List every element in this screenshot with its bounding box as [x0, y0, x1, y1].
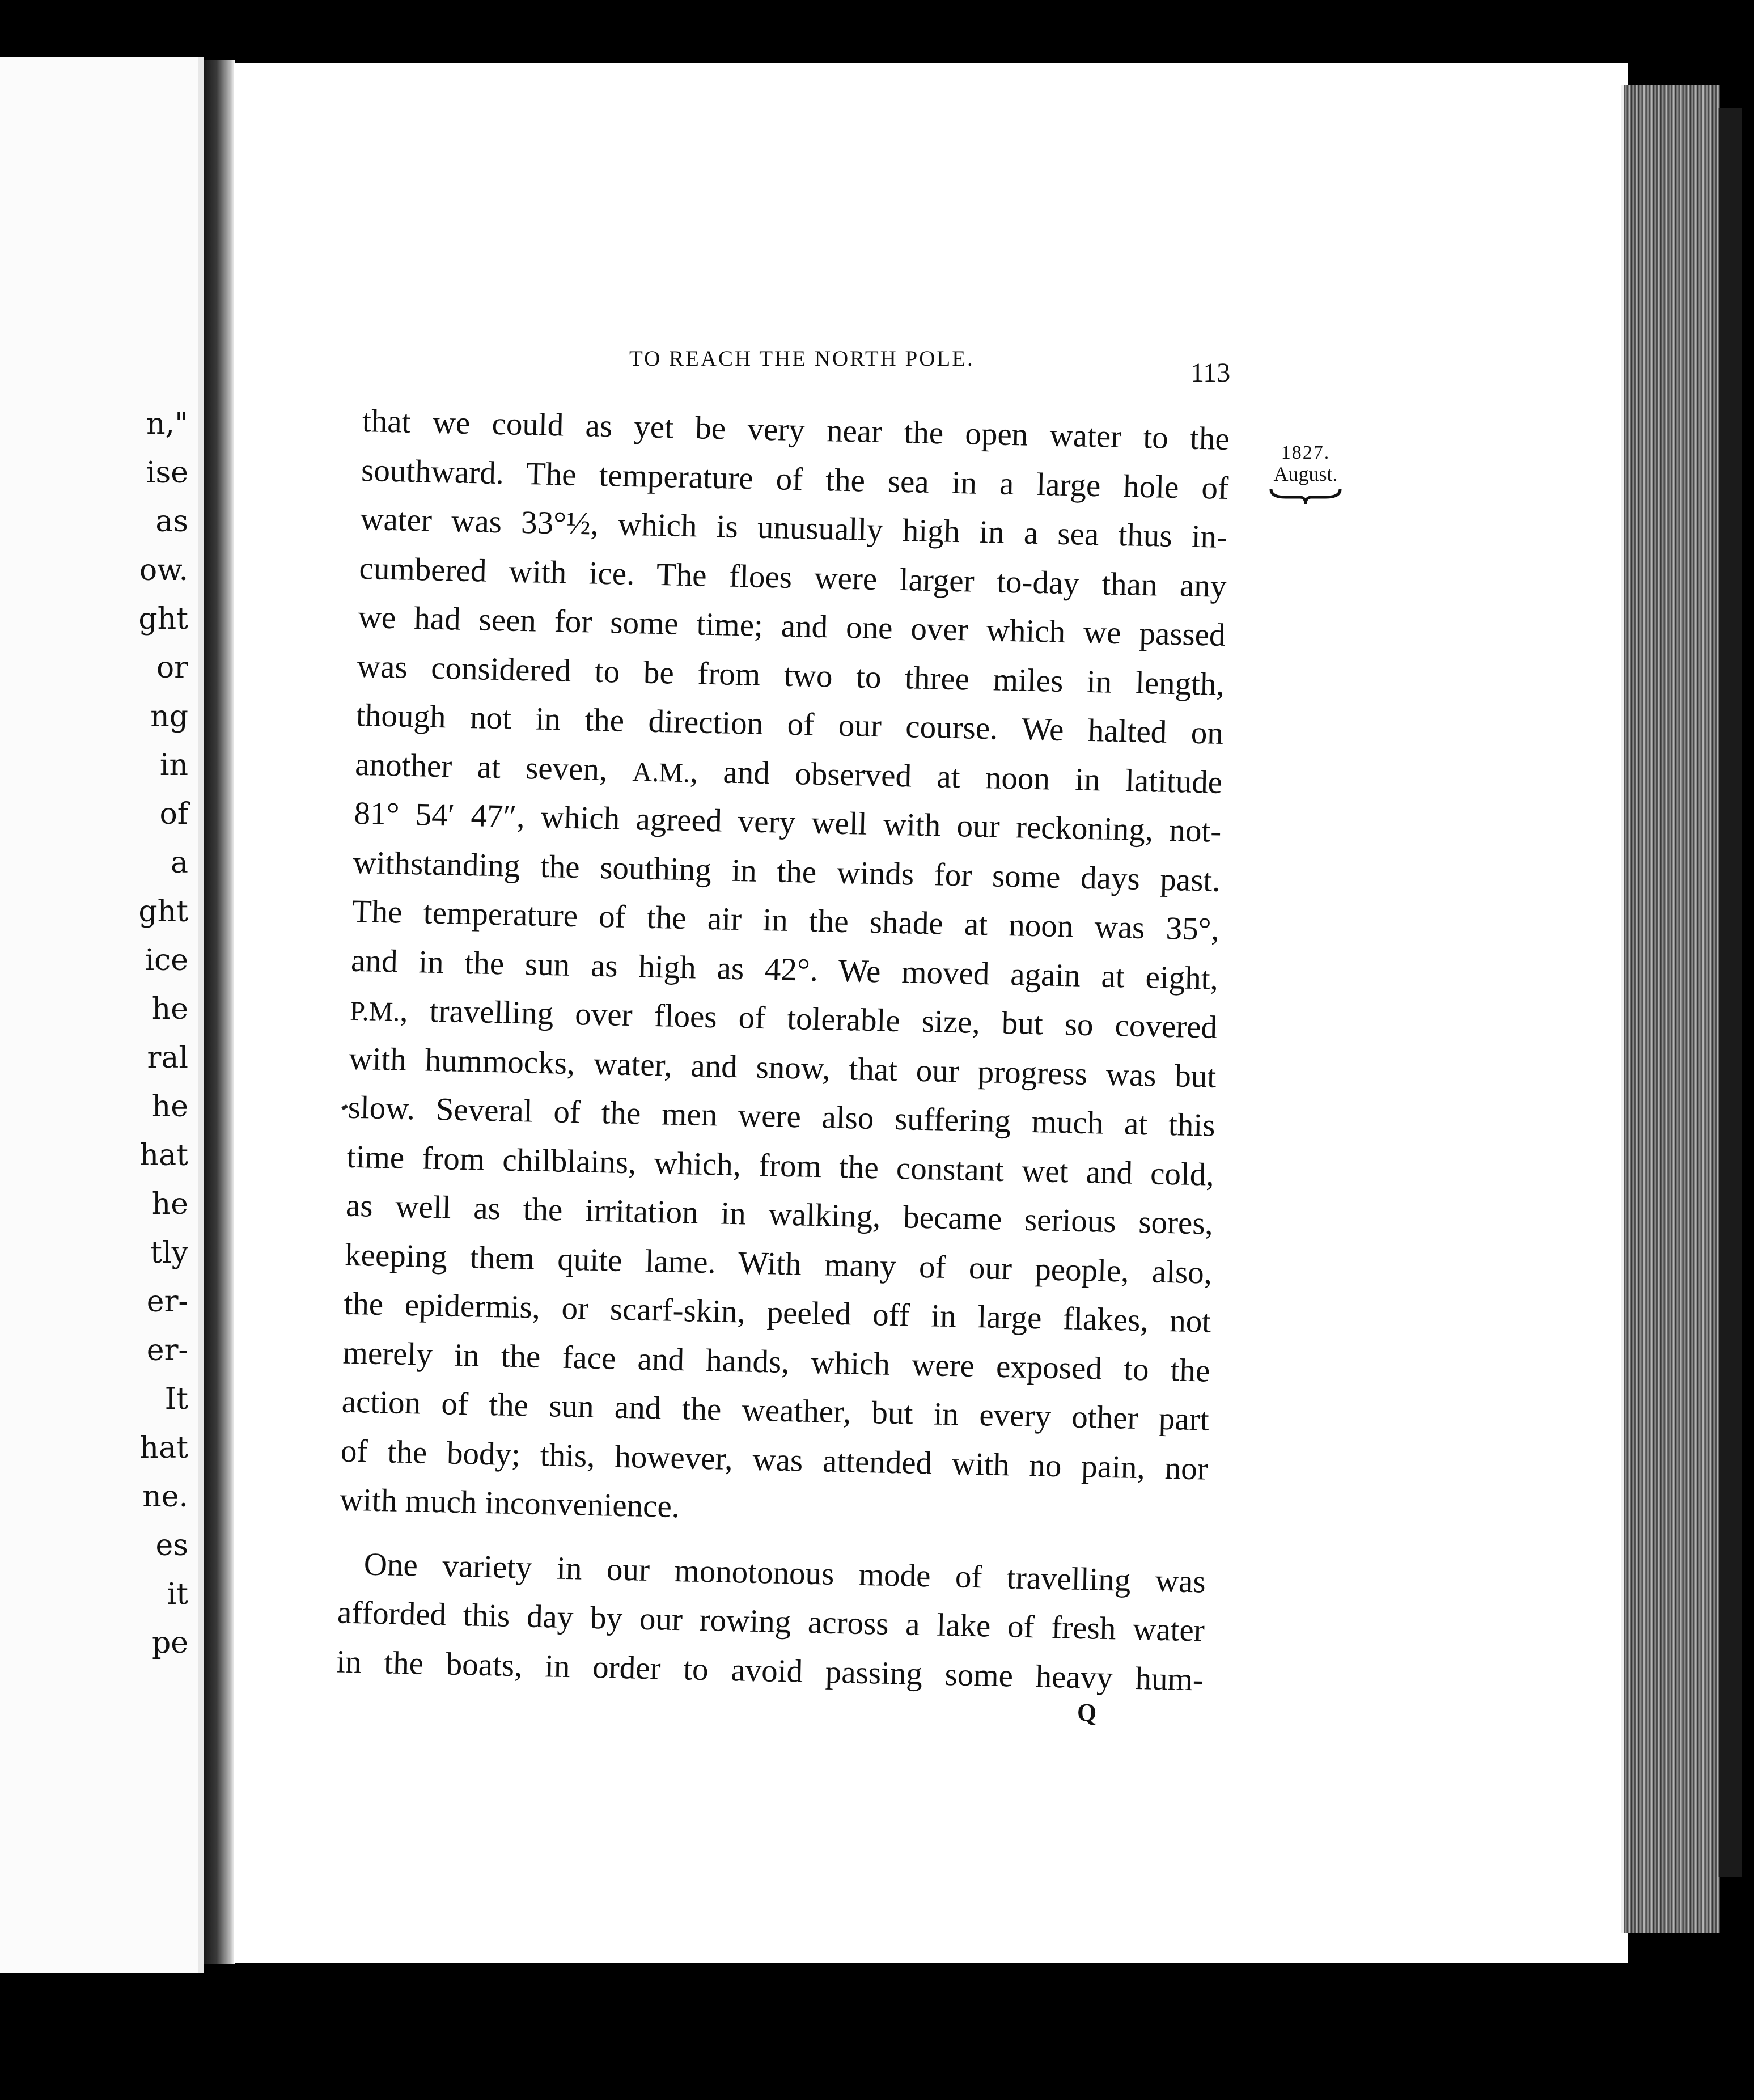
left-fragment: ice	[145, 943, 188, 977]
time-abbreviation: A.M.	[632, 756, 690, 788]
book-gutter	[204, 60, 235, 1964]
curly-brace-icon	[1269, 487, 1342, 506]
book-cover-edge	[1718, 108, 1742, 1877]
text-line: The temperature of the air in the shade at noon was 35°,	[351, 893, 1220, 947]
text-segment: another at seven,	[354, 746, 633, 788]
left-fragment: n,"	[146, 407, 188, 441]
left-fragment: ow.	[139, 553, 188, 587]
text-line: time from chilblains, which, from the constant wet and cold,	[346, 1138, 1215, 1193]
left-fragment: ise	[146, 456, 188, 490]
text-line: in the boats, in order to avoid passing some heavy hum-	[336, 1644, 1204, 1698]
text-line: that we could as yet be very near the open water to the	[362, 403, 1230, 458]
left-fragment: or	[156, 651, 188, 685]
text-line: action of the sun and the weather, but in every other part	[341, 1383, 1210, 1438]
text-line: slow. Several of the men were also suffering much at this	[348, 1089, 1216, 1144]
text-segment: , and observed at noon in latitude	[689, 753, 1223, 801]
text-line: One variety in our monotonous mode of travelling was	[363, 1546, 1206, 1600]
margin-note-month: August.	[1273, 463, 1338, 486]
margin-note	[1263, 442, 1348, 506]
time-abbreviation: P.M.	[349, 996, 400, 1027]
body-text	[336, 397, 1230, 1705]
text-line: withstanding the southing in the winds for some days past.	[353, 844, 1221, 899]
left-page	[0, 57, 204, 1973]
left-fragment: er-	[146, 1285, 188, 1319]
left-fragment: it	[167, 1577, 188, 1611]
text-line: water was 33°½, which is unusually high in a sea thus in-	[359, 501, 1228, 555]
text-line: merely in the face and hands, which were exposed to the	[342, 1335, 1211, 1389]
text-segment: , travelling over floes of tolerable size, but so covered	[399, 992, 1218, 1045]
text-line: with hummocks, water, and snow, that our progress was but	[348, 1040, 1217, 1095]
left-fragment: he	[151, 1187, 188, 1221]
left-fragment: ght	[138, 602, 188, 636]
signature-mark: Q	[1077, 1699, 1097, 1726]
running-title: TO REACH THE NORTH POLE.	[629, 346, 975, 371]
text-line: was considered to be from two to three miles in length,	[357, 648, 1225, 702]
left-fragment: a	[170, 846, 188, 880]
text-line: cumbered with ice. The floes were larger to-day than any	[359, 550, 1227, 604]
left-fragment: er-	[146, 1333, 188, 1367]
left-fragment: pe	[151, 1626, 188, 1660]
left-fragment: of	[159, 797, 188, 831]
left-fragment: hat	[139, 1138, 188, 1172]
text-line: southward. The temperature of the sea in a large hole of	[361, 452, 1229, 506]
left-fragment: ght	[138, 895, 188, 929]
text-line: though not in the direction of our course. We halted on	[355, 697, 1224, 751]
left-fragment: It	[164, 1382, 188, 1416]
text-line: as well as the irritation in walking, became serious sores,	[345, 1187, 1214, 1242]
left-fragment: he	[151, 992, 188, 1026]
left-fragment: he	[151, 1090, 188, 1124]
text-line: the epidermis, or scarf-skin, peeled off in large flakes, not	[343, 1285, 1211, 1340]
text-line: of the body; this, however, was attended with no pain, nor	[340, 1433, 1209, 1487]
text-line: 81° 54′ 47″, which agreed very well with our reckoning, not-	[353, 795, 1222, 849]
left-fragment: ral	[147, 1041, 188, 1075]
margin-note-year: 1827.	[1281, 442, 1331, 463]
page-edges	[1621, 85, 1720, 1933]
text-line: we had seen for some time; and one over which we passed	[358, 599, 1226, 653]
text-line: afforded this day by our rowing across a lake of fresh water	[337, 1594, 1205, 1649]
left-fragment: ng	[150, 700, 188, 734]
left-fragment: hat	[139, 1431, 188, 1465]
page-number: 113	[1190, 358, 1231, 388]
left-fragment: tly	[150, 1236, 188, 1270]
text-line: and in the sun as high as 42°. We moved again at eight,	[350, 942, 1219, 997]
text-line: keeping them quite lame. With many of our people, also,	[344, 1237, 1213, 1291]
left-fragment: in	[159, 748, 188, 782]
text-line: with much inconvenience.	[339, 1481, 680, 1525]
left-fragment: es	[155, 1529, 188, 1563]
left-fragment: ne.	[142, 1480, 188, 1514]
left-fragment: as	[155, 505, 188, 539]
